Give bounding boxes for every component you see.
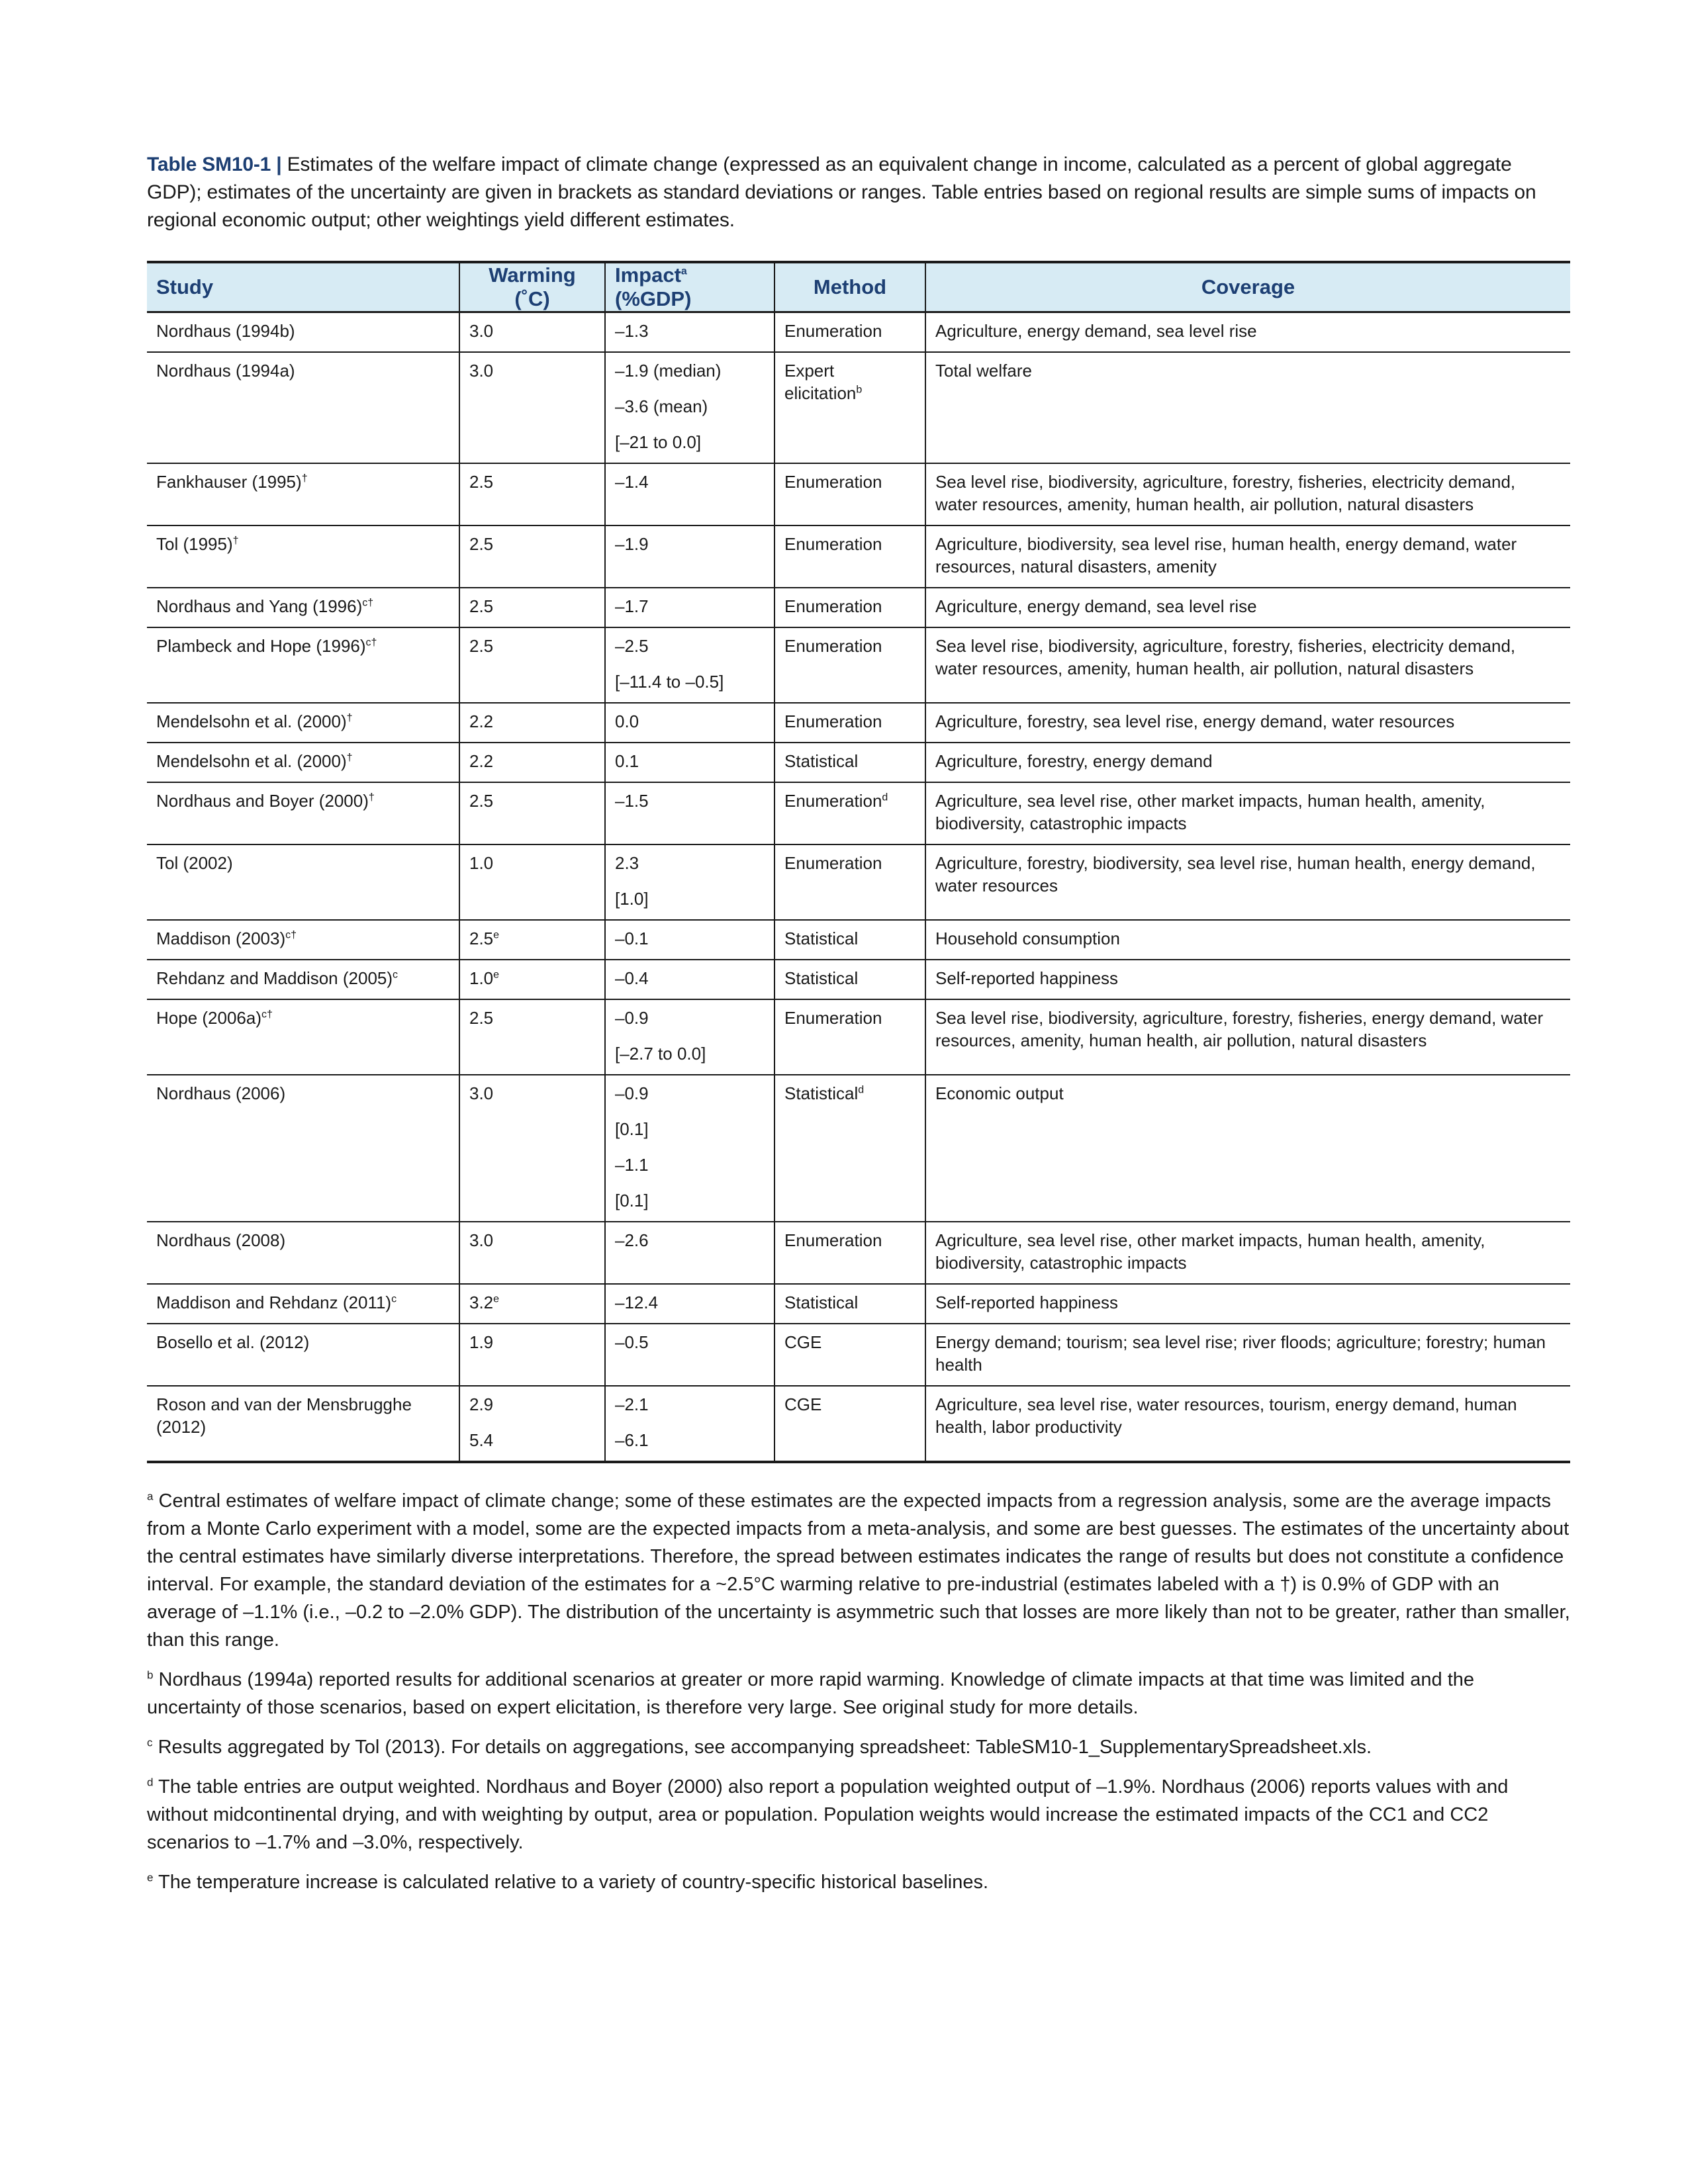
warming-number: 2.5: [469, 636, 494, 656]
cell-study: [147, 844, 459, 920]
cell-warming: [459, 960, 605, 999]
study-name: Mendelsohn et al. (2000): [156, 751, 347, 771]
warming-value: [469, 1331, 595, 1353]
study-name: Plambeck and Hope (1996): [156, 636, 366, 656]
cell-impact: [605, 960, 774, 999]
study-name: Rehdanz and Maddison (2005): [156, 968, 393, 988]
warming-footnote-mark: e: [493, 1293, 500, 1305]
table-row: [147, 525, 1570, 588]
warming-value: [469, 852, 595, 874]
cell-coverage: Agriculture, forestry, energy demand: [925, 743, 1570, 782]
impact-value: –1.9 (median): [615, 361, 722, 381]
impact-value: [–11.4 to –0.5]: [615, 672, 724, 692]
warming-number: 2.9: [469, 1394, 494, 1414]
cell-warming: [459, 312, 605, 353]
method-name: Enumeration: [784, 1008, 882, 1028]
footnote-mark: c: [147, 1736, 153, 1749]
table-row: [147, 743, 1570, 782]
cell-study: [147, 1386, 459, 1462]
method-name: Enumeration: [784, 711, 882, 731]
cell-study: [147, 1324, 459, 1386]
method-name: Statistical: [784, 1083, 859, 1103]
table-row: [147, 627, 1570, 703]
header-coverage: Coverage: [925, 262, 1570, 312]
cell-method: [774, 999, 925, 1075]
study-footnote-mark: †: [301, 473, 308, 484]
cell-method: [774, 1386, 925, 1462]
study-name: Mendelsohn et al. (2000): [156, 711, 347, 731]
warming-value: [469, 710, 595, 733]
study-footnote-mark: †: [368, 792, 375, 803]
study-footnote-mark: c†: [285, 929, 297, 941]
warming-number: 2.5: [469, 596, 494, 616]
header-impact-footnote-mark: a: [680, 265, 687, 277]
cell-study: [147, 920, 459, 960]
warming-number: 3.0: [469, 1083, 494, 1103]
cell-impact: [605, 703, 774, 743]
cell-warming: [459, 1222, 605, 1284]
cell-method: [774, 844, 925, 920]
header-warming: Warming (˚C): [459, 262, 605, 312]
table-row: [147, 782, 1570, 844]
impact-value: 0.1: [615, 751, 639, 771]
footnote: [147, 1666, 1570, 1721]
study-name: Roson and van der Mensbrugghe (2012): [156, 1394, 412, 1437]
cell-coverage: Agriculture, sea level rise, other market impacts, human health, amenity, biodiversity, catastrophic impacts: [925, 1222, 1570, 1284]
cell-method: [774, 920, 925, 960]
table-row: [147, 312, 1570, 353]
cell-warming: [459, 588, 605, 627]
impact-value: –0.4: [615, 968, 649, 988]
study-name: Fankhauser (1995): [156, 472, 302, 492]
cell-coverage: Sea level rise, biodiversity, agriculture, forestry, fisheries, electricity demand, water resources, amenity, human health, air pollution, natural disasters: [925, 463, 1570, 525]
warming-number: 3.0: [469, 1230, 494, 1250]
warming-value: [469, 359, 595, 382]
impact-value: –0.9: [615, 1083, 649, 1103]
warming-footnote-mark: e: [493, 929, 500, 941]
impact-value: [–21 to 0.0]: [615, 432, 702, 452]
table-row: [147, 844, 1570, 920]
warming-number: 1.0: [469, 853, 494, 873]
cell-impact: [605, 920, 774, 960]
impact-value: 0.0: [615, 711, 639, 731]
cell-coverage: Energy demand; tourism; sea level rise; river floods; agriculture; forestry; human health: [925, 1324, 1570, 1386]
method-name: CGE: [784, 1394, 822, 1414]
table-row: [147, 999, 1570, 1075]
footnote-mark: d: [147, 1776, 154, 1789]
cell-coverage: Household consumption: [925, 920, 1570, 960]
impact-value: –1.1: [615, 1155, 649, 1175]
cell-coverage: Sea level rise, biodiversity, agriculture, forestry, fisheries, electricity demand, water resources, amenity, human health, air pollution, natural disasters: [925, 627, 1570, 703]
table-row: [147, 1222, 1570, 1284]
cell-coverage: Total welfare: [925, 352, 1570, 463]
warming-number: 2.5: [469, 472, 494, 492]
table-row: [147, 960, 1570, 999]
footnote-text: Nordhaus (1994a) reported results for additional scenarios at greater or more rapid warming. Knowledge of climate impacts at that time was limited and the uncertainty of those scenarios, based on expert elicitation, is therefore very large. See original study for more details.: [147, 1669, 1475, 1718]
warming-value: [469, 471, 595, 493]
table-row: [147, 1284, 1570, 1324]
method-name: Enumeration: [784, 472, 882, 492]
study-name: Hope (2006a): [156, 1008, 261, 1028]
method-name: Expert elicitation: [784, 361, 857, 403]
cell-study: [147, 743, 459, 782]
cell-study: [147, 703, 459, 743]
cell-study: [147, 960, 459, 999]
warming-number: 2.5: [469, 929, 494, 948]
warming-number: 5.4: [469, 1430, 494, 1450]
table-body: [147, 312, 1570, 1463]
warming-value: [469, 790, 595, 812]
cell-impact: [605, 1222, 774, 1284]
study-footnote-mark: c†: [261, 1009, 273, 1021]
study-name: Nordhaus (2006): [156, 1083, 286, 1103]
impact-value: –2.6: [615, 1230, 649, 1250]
footnote: [147, 1733, 1570, 1761]
warming-value: [469, 1291, 595, 1314]
impact-value: [1.0]: [615, 889, 649, 909]
warming-number: 2.5: [469, 1008, 494, 1028]
cell-coverage: Agriculture, sea level rise, other market impacts, human health, amenity, biodiversity, catastrophic impacts: [925, 782, 1570, 844]
welfare-impact-table: [147, 261, 1570, 1463]
warming-value: [469, 1393, 595, 1416]
cell-coverage: Self-reported happiness: [925, 1284, 1570, 1324]
footnote: [147, 1868, 1570, 1896]
cell-coverage: Sea level rise, biodiversity, agriculture, forestry, fisheries, energy demand, water resources, amenity, human health, air pollution, natural disasters: [925, 999, 1570, 1075]
warming-number: 2.5: [469, 534, 494, 554]
cell-coverage: Agriculture, biodiversity, sea level rise, human health, energy demand, water resources, natural disasters, amenity: [925, 525, 1570, 588]
study-footnote-mark: †: [346, 752, 353, 764]
impact-value: 2.3: [615, 853, 639, 873]
cell-impact: [605, 782, 774, 844]
study-name: Bosello et al. (2012): [156, 1332, 310, 1352]
impact-value: –1.3: [615, 321, 649, 341]
table-row: [147, 703, 1570, 743]
warming-value: [469, 320, 595, 342]
cell-study: [147, 1284, 459, 1324]
table-row: [147, 920, 1570, 960]
warming-value: [469, 1429, 595, 1451]
impact-value: –2.5: [615, 636, 649, 656]
cell-coverage: Agriculture, sea level rise, water resources, tourism, energy demand, human health, labor productivity: [925, 1386, 1570, 1462]
impact-value: [0.1]: [615, 1191, 649, 1210]
method-name: Statistical: [784, 929, 859, 948]
table-label: Table SM10-1 |: [147, 154, 282, 175]
footnote-mark: a: [147, 1490, 154, 1503]
cell-impact: [605, 588, 774, 627]
warming-value: [469, 1007, 595, 1029]
header-impact-unit: (%GDP): [615, 287, 692, 310]
method-footnote-mark: b: [856, 384, 863, 396]
warming-number: 2.5: [469, 791, 494, 811]
warming-value: [469, 967, 595, 989]
study-name: Maddison and Rehdanz (2011): [156, 1293, 392, 1312]
warming-value: [469, 927, 595, 950]
study-footnote-mark: †: [346, 712, 353, 724]
method-name: Enumeration: [784, 853, 882, 873]
cell-coverage: Agriculture, energy demand, sea level rise: [925, 312, 1570, 353]
cell-method: [774, 1075, 925, 1222]
footnote: [147, 1773, 1570, 1856]
footnote-text: Central estimates of welfare impact of climate change; some of these estimates are the expected impacts from a regression analysis, some are the average impacts from a Monte Carlo experiment with a model, some are the expected impacts from a meta-analysis, and some are best guesses. The estimates of the uncertainty about the central estimates have similarly diverse interpretations. Therefore, the spread between estimates indicates the range of results but does not constitute a confidence interval. For example, the standard deviation of the estimates for a ~2.5°C warming relative to pre-industrial (estimates labeled with a †) is 0.9% of GDP with an average of –1.1% (i.e., –0.2 to –2.0% GDP). The distribution of the uncertainty is asymmetric such that losses are more likely than not to be greater, rather than smaller, than this range.: [147, 1490, 1570, 1651]
table-row: [147, 1075, 1570, 1222]
method-name: Enumeration: [784, 1230, 882, 1250]
cell-method: [774, 703, 925, 743]
cell-warming: [459, 844, 605, 920]
cell-impact: [605, 627, 774, 703]
cell-warming: [459, 1324, 605, 1386]
table-row: [147, 1324, 1570, 1386]
study-name: Nordhaus (1994a): [156, 361, 295, 381]
cell-method: [774, 463, 925, 525]
cell-impact: [605, 1284, 774, 1324]
impact-value: –1.9: [615, 534, 649, 554]
header-impact-label: Impact: [615, 263, 681, 287]
method-name: CGE: [784, 1332, 822, 1352]
cell-method: [774, 1324, 925, 1386]
study-footnote-mark: c†: [365, 637, 377, 649]
warming-number: 1.9: [469, 1332, 494, 1352]
cell-warming: [459, 782, 605, 844]
impact-value: –3.6 (mean): [615, 396, 708, 416]
cell-impact: [605, 1386, 774, 1462]
cell-coverage: Agriculture, forestry, biodiversity, sea level rise, human health, energy demand, water resources: [925, 844, 1570, 920]
cell-method: [774, 1222, 925, 1284]
cell-warming: [459, 525, 605, 588]
table-caption: [147, 151, 1570, 234]
impact-value: –1.7: [615, 596, 649, 616]
cell-method: [774, 1284, 925, 1324]
study-name: Nordhaus and Boyer (2000): [156, 791, 369, 811]
cell-study: [147, 1222, 459, 1284]
table-header-row: [147, 262, 1570, 312]
caption-text: Estimates of the welfare impact of climate change (expressed as an equivalent change in income, calculated as a percent of global aggregate GDP); estimates of the uncertainty are given in brackets as standard deviations or ranges. Table entries based on regional results are simple sums of impacts on regional economic output; other weightings yield different estimates.: [147, 154, 1536, 231]
header-study: Study: [147, 262, 459, 312]
study-name: Tol (2002): [156, 853, 233, 873]
study-name: Maddison (2003): [156, 929, 286, 948]
cell-impact: [605, 1324, 774, 1386]
method-name: Statistical: [784, 1293, 859, 1312]
impact-value: –0.1: [615, 929, 649, 948]
document-page: [147, 151, 1570, 1908]
study-name: Tol (1995): [156, 534, 233, 554]
method-name: Enumeration: [784, 321, 882, 341]
cell-coverage: Economic output: [925, 1075, 1570, 1222]
warming-value: [469, 635, 595, 657]
warming-number: 2.2: [469, 751, 494, 771]
footnote: [147, 1487, 1570, 1654]
warming-value: [469, 533, 595, 555]
warming-number: 3.0: [469, 321, 494, 341]
study-name: Nordhaus and Yang (1996): [156, 596, 363, 616]
cell-method: [774, 312, 925, 353]
study-footnote-mark: c: [391, 1293, 397, 1305]
cell-method: [774, 525, 925, 588]
study-footnote-mark: c: [393, 969, 399, 981]
study-footnote-mark: c†: [362, 597, 374, 609]
impact-value: –1.4: [615, 472, 649, 492]
table-row: [147, 1386, 1570, 1462]
warming-number: 3.2: [469, 1293, 494, 1312]
impact-value: –6.1: [615, 1430, 649, 1450]
study-name: Nordhaus (2008): [156, 1230, 286, 1250]
cell-impact: [605, 844, 774, 920]
method-footnote-mark: d: [882, 792, 888, 803]
cell-warming: [459, 703, 605, 743]
impact-value: –0.9: [615, 1008, 649, 1028]
cell-coverage: Agriculture, energy demand, sea level rise: [925, 588, 1570, 627]
cell-study: [147, 999, 459, 1075]
cell-impact: [605, 463, 774, 525]
impact-value: [–2.7 to 0.0]: [615, 1044, 706, 1064]
cell-impact: [605, 312, 774, 353]
table-row: [147, 588, 1570, 627]
cell-study: [147, 463, 459, 525]
method-name: Enumeration: [784, 534, 882, 554]
warming-value: [469, 1229, 595, 1251]
footnote-mark: b: [147, 1668, 154, 1682]
cell-study: [147, 352, 459, 463]
cell-study: [147, 627, 459, 703]
footnote-text: The table entries are output weighted. Nordhaus and Boyer (2000) also report a population weighted output of –1.9%. Nordhaus (2006) reports values with and without midcontinental drying, and with weighting by output, area or population. Population weights would increase the estimated impacts of the CC1 and CC2 scenarios to –1.7% and –3.0%, respectively.: [147, 1776, 1509, 1853]
cell-impact: [605, 1075, 774, 1222]
table-row: [147, 352, 1570, 463]
cell-warming: [459, 999, 605, 1075]
cell-warming: [459, 463, 605, 525]
table-row: [147, 463, 1570, 525]
cell-study: [147, 312, 459, 353]
cell-method: [774, 782, 925, 844]
footnote-text: The temperature increase is calculated relative to a variety of country-specific historical baselines.: [158, 1872, 989, 1893]
cell-warming: [459, 1075, 605, 1222]
impact-value: –12.4: [615, 1293, 659, 1312]
method-name: Statistical: [784, 968, 859, 988]
cell-method: [774, 960, 925, 999]
cell-warming: [459, 627, 605, 703]
method-footnote-mark: d: [858, 1084, 865, 1096]
cell-warming: [459, 1386, 605, 1462]
warming-value: [469, 750, 595, 772]
impact-value: –0.5: [615, 1332, 649, 1352]
cell-impact: [605, 352, 774, 463]
impact-value: [0.1]: [615, 1119, 649, 1139]
cell-study: [147, 525, 459, 588]
cell-warming: [459, 352, 605, 463]
study-footnote-mark: †: [232, 535, 239, 547]
study-name: Nordhaus (1994b): [156, 321, 295, 341]
cell-impact: [605, 525, 774, 588]
header-method: Method: [774, 262, 925, 312]
method-name: Statistical: [784, 751, 859, 771]
header-impact: [605, 262, 774, 312]
warming-footnote-mark: e: [493, 969, 500, 981]
cell-coverage: Agriculture, forestry, sea level rise, energy demand, water resources: [925, 703, 1570, 743]
cell-method: [774, 588, 925, 627]
cell-study: [147, 588, 459, 627]
footnotes: [147, 1487, 1570, 1896]
impact-value: –1.5: [615, 791, 649, 811]
cell-coverage: Self-reported happiness: [925, 960, 1570, 999]
impact-value: –2.1: [615, 1394, 649, 1414]
method-name: Enumeration: [784, 791, 882, 811]
warming-number: 1.0: [469, 968, 494, 988]
warming-number: 3.0: [469, 361, 494, 381]
cell-warming: [459, 920, 605, 960]
cell-method: [774, 627, 925, 703]
cell-warming: [459, 1284, 605, 1324]
footnote-mark: e: [147, 1871, 154, 1884]
cell-warming: [459, 743, 605, 782]
cell-method: [774, 743, 925, 782]
cell-impact: [605, 999, 774, 1075]
method-name: Enumeration: [784, 636, 882, 656]
cell-impact: [605, 743, 774, 782]
cell-method: [774, 352, 925, 463]
cell-study: [147, 782, 459, 844]
warming-value: [469, 595, 595, 617]
footnote-text: Results aggregated by Tol (2013). For details on aggregations, see accompanying spreadsheet: TableSM10-1_SupplementarySpreadsheet.xls.: [158, 1737, 1372, 1758]
warming-value: [469, 1082, 595, 1105]
method-name: Enumeration: [784, 596, 882, 616]
cell-study: [147, 1075, 459, 1222]
warming-number: 2.2: [469, 711, 494, 731]
